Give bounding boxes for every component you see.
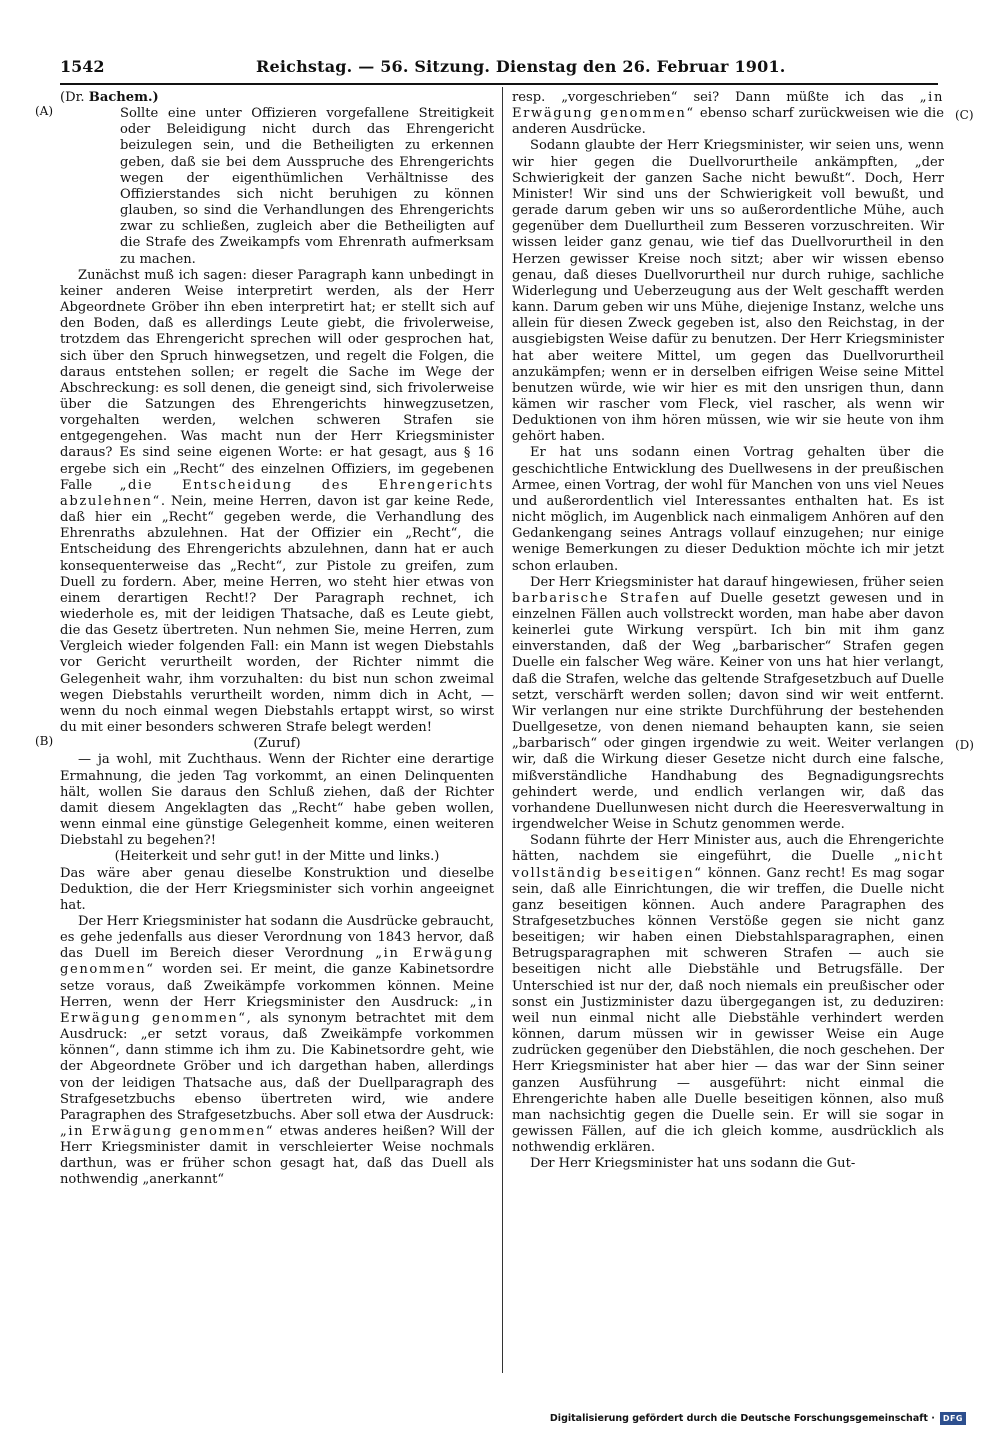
column-divider xyxy=(502,87,503,1373)
page-number: 1542 xyxy=(60,57,105,76)
dfg-logo: DFG xyxy=(940,1412,966,1425)
emphasis: „die Entscheidung des Ehrengerichts abzulehnen“ xyxy=(60,477,494,509)
margin-marker-d: (D) xyxy=(955,738,974,752)
paragraph: Der Herr Kriegsminister hat darauf hingewiesen, früher seien barbarische Strafen auf Duelle gesetzt gewesen und in einzelnen Fällen auch vollstreckt worden, man habe aber davon keinerlei gute Wirkung verspürt. Ich bin mit ihm ganz einverstanden, daß der Weg „barbarischer“ Strafen gegen Duelle ein falscher Weg wäre. Keiner von uns hat hier verlangt, daß die Strafen, welche das geltende Strafgesetzbuch auf Duelle setzt, verschärft werden sollen; davon sind wir weit entfernt. Wir verlangen nur eine strikte Durchführung der bestehenden Duellgesetze, von denen niemand behaupten kann, sie seien „barbarisch“ oder gingen irgendwie zu weit. Weiter verlangen wir, daß die Wirkung dieser Gesetze nicht durch eine falsche, mißverständliche Handhabung des Begnadigungsrechts gehindert werde, und endlich verlangen wir, daß das vorhandene Duellunwesen nicht durch die Heeresverwaltung in irgendwelcher Weise in Schutz genommen werde. xyxy=(512,574,944,833)
quoted-paragraph: Sollte eine unter Offizieren vorgefallene Streitigkeit oder Beleidigung nicht durch das Ehrengericht beizulegen sein, und die Betheiligten zu erkennen geben, daß sie bei dem Ausspruche des Ehrengerichts wegen der eigenthümlichen Verhältnisse des Offizierstandes sich nicht beruhigen zu können glauben, so sind die Verhandlungen des Ehrengerichts zwar zu schließen, zugleich aber die Betheiligten auf die Strafe des Zweikampfs vom Ehrenrath aufmerksam zu machen. xyxy=(120,106,494,267)
emphasis: „in Erwägung genommen“ xyxy=(60,1124,275,1139)
paragraph: Der Herr Kriegsminister hat uns sodann die Gut- xyxy=(530,1156,856,1172)
paragraph: Sodann führte der Herr Minister aus, auch die Ehrengerichte hätten, nachdem sie eingeführt, die Duelle „nicht vollständig beseitigen“ können. Ganz recht! Es mag sogar sein, daß alle Einrichtungen, die wir treffen, die Duelle nicht ganz beseitigen können. Auch andere Paragraphen des Strafgesetzbuches können Verstöße gegen sie nicht ganz beseitigen; wir haben einen Diebstahlsparagraphen, einen Betrugsparagraphen mit schweren Strafen — auch sie beseitigen nicht alle Diebstähle und Betrugsfälle. Der Unterschied ist nur der, daß noch niemals ein preußischer oder sonst ein Justizminister dazu übergegangen ist, zu deduziren: weil nun einmal nicht alle Diebstähle verhindert werden können, darum müssen wir in gewisser Weise ein Auge zudrücken gegenüber den Diebstählen, die noch geschehen. Der Herr Kriegsminister hat aber hier — das war der Sinn seiner ganzen Ausführung — ausgeführt: nicht einmal die Ehrengerichte haben alle Duelle beseitigen können, also muß man nachsichtig gegen die Duelle sein. Er will sie sogar in gewissen Fällen, auf die ich gleich komme, ausdrücklich als nothwendig erklären. xyxy=(512,833,944,1156)
emphasis: barbarische Strafen xyxy=(512,590,681,606)
speaker-prefix: (Dr. xyxy=(60,90,89,105)
emphasis: „in Erwägung genommen“ xyxy=(60,946,494,978)
paragraph: resp. „vorgeschrieben“ sei? Dann müßte ich das „in Erwägung genommen“ ebenso scharf zurückweisen wie die anderen Ausdrücke. xyxy=(512,90,944,138)
left-column xyxy=(60,90,494,1189)
speaker-name: Bachem.) xyxy=(88,90,159,105)
emphasis: „in Erwägung genommen“ xyxy=(60,994,494,1026)
margin-marker-c: (C) xyxy=(955,108,974,122)
credit-text: Digitalisierung gefördert durch die Deutsche Forschungsgemeinschaft · xyxy=(549,1412,935,1424)
paragraph: Er hat uns sodann einen Vortrag gehalten über die geschichtliche Entwicklung des Duellwesens in der preußischen Armee, einen Vortrag, der wohl für Manchen von uns viel Neues und außerordentlich viel Interessantes enthalten hat. Es ist nicht möglich, im Augenblick nach einmaligem Anhören auf den Gedankengang seines Antrags vollauf einzugehen; nur einige wenige Bemerkungen zu dieser Deduktion möchte ich mir jetzt schon erlauben. xyxy=(512,445,944,574)
margin-marker-a: (A) xyxy=(35,104,54,118)
interjection: (Heiterkeit und sehr gut! in der Mitte und links.) xyxy=(114,849,440,865)
running-title: Reichstag. — 56. Sitzung. Dienstag den 26. Februar 1901. xyxy=(256,57,786,76)
paragraph: — ja wohl, mit Zuchthaus. Wenn der Richter eine derartige Ermahnung, die jeden Tag vorkommt, an einen Delinquenten hält, wollen Sie daraus den Schluß ziehen, daß der Richter damit diesem Angeklagten das „Recht“ habe geben wollen, wenn einmal eine günstige Gelegenheit komme, einen weiteren Diebstahl zu begehen?! xyxy=(60,752,494,849)
right-column xyxy=(512,90,944,1172)
paragraph: Der Herr Kriegsminister hat sodann die Ausdrücke gebraucht, es gehe jedenfalls aus dieser Verordnung von 1843 hervor, daß das Duell im Bereich dieser Verordnung „in Erwägung genommen“ worden sei. Er meint, die ganze Kabinetsordre setze voraus, daß Zweikämpfe vorkommen können. Meine Herren, wenn der Herr Kriegsminister den Ausdruck: „in Erwägung genommen“, als synonym betrachtet mit dem Ausdruck: „er setzt voraus, daß Zweikämpfe vorkommen können“, dann stimme ich ihm zu. Die Kabinetsordre geht, wie der Abgeordnete Gröber und ich dargethan haben, allerdings von der leidigen Thatsache aus, daß der Duellparagraph des Strafgesetzbuchs ebenso übertreten wird, wie andere Paragraphen des Strafgesetzbuchs. Aber soll etwa der Ausdruck: „in Erwägung genommen“ etwas anderes heißen? Will der Herr Kriegsminister damit in verschleierter Weise nochmals darthun, was er früher schon gesagt hat, daß das Duell als nothwendig „anerkannt“ xyxy=(60,913,495,1188)
header-rule xyxy=(60,83,938,85)
emphasis: „in Erwägung genommen“ xyxy=(512,90,944,122)
speaker-line xyxy=(60,90,494,106)
emphasis: „nicht vollständig beseitigen“ xyxy=(512,849,944,881)
digitization-credit xyxy=(550,1410,966,1426)
interjection: (Zuruf) xyxy=(253,736,301,752)
page-header xyxy=(60,57,938,81)
paragraph: Das wäre aber genau dieselbe Konstruktion und dieselbe Deduktion, die der Herr Kriegsminister sich vorhin angeeignet hat. xyxy=(60,865,494,913)
paragraph: Sodann glaubte der Herr Kriegsminister, wir seien uns, wenn wir hier gegen die Duellvorurtheile ankämpften, „der Schwierigkeit der ganzen Sache nicht bewußt“. Doch, Herr Minister! Wir sind uns der Schwierigkeit voll bewußt, und gerade darum geben wir uns so außerordentliche Mühe, auch gegenüber dem Duellurtheil zum Besseren vorzuschreiten. Wir wissen leider ganz genau, wie tief das Duellvorurtheil in den Herzen gewisser Kreise noch sitzt; aber wir wissen ebenso genau, daß dieses Duellvorurtheil nur durch ruhige, sachliche Widerlegung und Ueberzeugung aus der Welt geschafft werden kann. Darum geben wir uns Mühe, diejenige Instanz, welche uns allein für diesen Zweck gegeben ist, also den Reichstag, in der ausgiebigsten Weise dafür zu benutzen. Der Herr Kriegsminister hat aber weitere Mittel, um gegen das Duellvorurtheil anzukämpfen; wenn er in derselben eifrigen Weise seine Mittel benutzen würde, wie wir hier es mit den unsrigen thun, dann kämen wir rascher vom Fleck, viel rascher, als wenn wir Deduktionen von ihm hören müssen, wie wir sie heute von ihm gehört haben. xyxy=(512,138,944,445)
margin-marker-b: (B) xyxy=(35,734,54,748)
paragraph: Zunächst muß ich sagen: dieser Paragraph kann unbedingt in keiner anderen Weise interpretirt werden, als der Herr Abgeordnete Gröber ihn eben interpretirt hat; er stellt sich auf den Boden, daß es allerdings Leute giebt, die frivolerweise, trotzdem das Ehrengericht sprechen will oder gesprochen hat, sich über den Spruch hinwegsetzen, und regelt die Folgen, die daraus entstehen sollen; er regelt die Sache im Wege der Abschreckung: es soll denen, die geneigt sind, sich frivolerweise über die Satzungen des Ehrengerichts hinwegzusetzen, vorgehalten werden, welchen schweren Strafen sie entgegengehen. Was macht nun der Herr Kriegsminister daraus? Es sind seine eigenen Worte: er hat gesagt, aus § 16 ergebe sich ein „Recht“ des einzelnen Offiziers, im gegebenen Falle „die Entscheidung des Ehrengerichts abzulehnen“. Nein, meine Herren, davon ist gar keine Rede, daß hier ein „Recht“ gegeben werde, die Verhandlung des Ehrenraths abzulehnen. Hat der Offizier ein „Recht“, die Entscheidung des Ehrengerichts abzulehnen, dann hat er auch konsequenterweise das „Recht“, zur Pistole zu greifen, zum Duell zu fordern. Aber, meine Herren, wo steht hier etwas von einem derartigen Recht!? Der Paragraph rechnet, ich wiederhole es, mit der leidigen Thatsache, daß es Leute giebt, die das Gesetz übertreten. Nun nehmen Sie, meine Herren, zum Vergleich wieder folgenden Fall: ein Mann ist wegen Diebstahls vor Gericht verurtheilt worden, der Richter nimmt die Gelegenheit wahr, ihm vorzuhalten: du bist nun schon zweimal wegen Diebstahls verurtheilt worden, nimm dich in Acht, — wenn du noch einmal wegen Diebstahls ertappt wirst, so wirst du mit einer besonders schweren Strafe belegt werden! xyxy=(60,267,494,736)
